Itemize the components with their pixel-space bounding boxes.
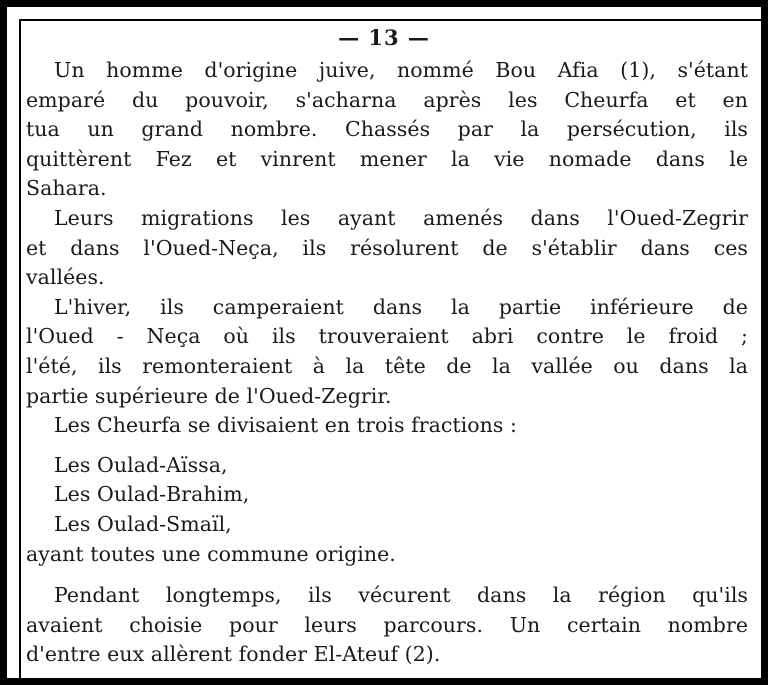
list-item: Les Oulad-Brahim, xyxy=(54,482,250,507)
text-line: Leurs migrations les ayant amenés dans l'Oued-Zegrir xyxy=(54,205,748,230)
list-item: Les Oulad-Aïssa, xyxy=(54,452,228,477)
spacer xyxy=(20,569,748,581)
text-line: L'hiver, ils camperaient dans la partie inférieure de xyxy=(54,294,748,319)
text-line: l'Oued - Neça où ils trouveraient abri contre le froid ; xyxy=(26,324,748,349)
text-line: partie supérieure de l'Oued-Zegrir. xyxy=(26,383,392,408)
text-line: Les Cheurfa se divisaient en trois fractions : xyxy=(54,413,517,438)
paragraph-5 xyxy=(20,581,748,670)
spacer xyxy=(20,441,748,451)
list-item: Les Oulad-Smaïl, xyxy=(54,511,232,536)
text-line: d'entre eux allèrent fonder El-Ateuf (2). xyxy=(26,642,441,667)
text-line: Sahara. xyxy=(26,176,107,201)
paragraph-3 xyxy=(20,293,748,411)
paragraph-2 xyxy=(20,204,748,293)
text-line: Pendant longtemps, ils vécurent dans la région qu'ils xyxy=(54,583,748,608)
fractions-list xyxy=(20,451,748,569)
text-line: Un homme d'origine juive, nommé Bou Afia (1), s'étant xyxy=(54,58,748,82)
paragraph-4 xyxy=(20,411,748,441)
document-page xyxy=(20,22,748,667)
text-line: avaient choisie pour leurs parcours. Un certain nombre xyxy=(26,612,748,637)
paragraph-1 xyxy=(20,56,748,204)
text-line: tua un grand nombre. Chassés par la persécution, ils xyxy=(26,117,748,142)
text-line: emparé du pouvoir, s'acharna après les Cheurfa et en xyxy=(26,87,748,112)
text-line: et dans l'Oued-Neça, ils résolurent de s'établir dans ces xyxy=(26,235,748,260)
text-line: l'été, ils remonteraient à la tête de la vallée ou dans la xyxy=(26,353,748,378)
text-line: quittèrent Fez et vinrent mener la vie nomade dans le xyxy=(26,146,748,171)
fractions-closing: ayant toutes une commune origine. xyxy=(26,541,396,566)
page-number: — 13 — xyxy=(338,25,430,50)
text-line: vallées. xyxy=(26,265,105,290)
